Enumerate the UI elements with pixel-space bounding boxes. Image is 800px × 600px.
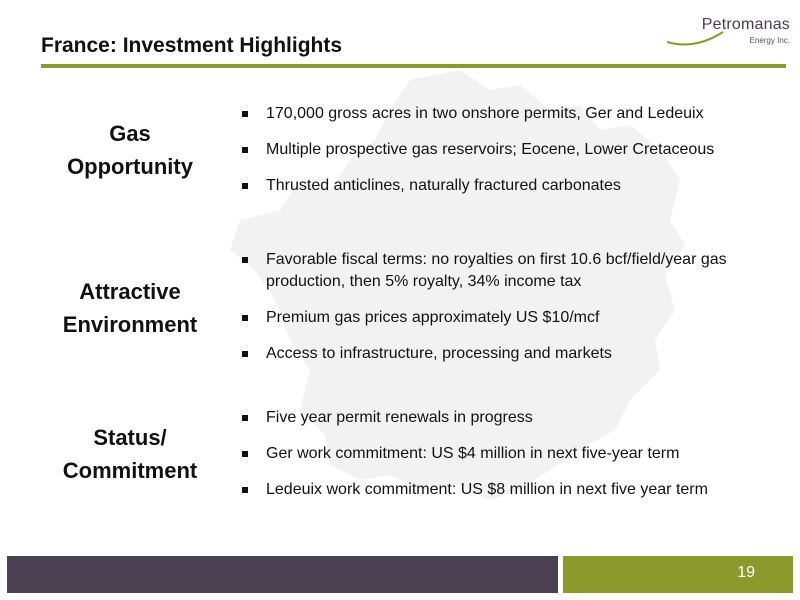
bullet-text: Ledeuix work commitment: US $8 million in next five year term bbox=[266, 481, 708, 498]
section-label-line: Environment bbox=[62, 312, 198, 337]
section-label-gas-opportunity bbox=[40, 117, 220, 183]
bullet-text: 170,000 gross acres in two onshore permits, Ger and Ledeuix bbox=[266, 105, 704, 122]
bullet-square-icon bbox=[242, 451, 248, 457]
list-item bbox=[240, 343, 745, 365]
bullet-text: Thrusted anticlines, naturally fractured carbonates bbox=[266, 177, 621, 194]
list-item bbox=[240, 407, 760, 429]
section-label-line: Commitment bbox=[62, 458, 198, 483]
bullet-text: Access to infrastructure, processing and markets bbox=[266, 345, 612, 362]
bullet-text: Five year permit renewals in progress bbox=[266, 409, 533, 426]
list-item bbox=[240, 249, 745, 293]
bullet-square-icon bbox=[242, 315, 248, 321]
bullet-square-icon bbox=[242, 257, 248, 263]
list-item bbox=[240, 443, 760, 465]
section-label-line: Attractive bbox=[79, 279, 181, 304]
page-number: 19 bbox=[737, 564, 755, 581]
bullet-list-attractive-environment bbox=[240, 249, 745, 379]
section-label-status-commitment bbox=[40, 421, 220, 487]
logo-name: Petromanas bbox=[701, 16, 790, 33]
bullet-text: Multiple prospective gas reservoirs; Eocene, Lower Cretaceous bbox=[266, 141, 715, 158]
section-label-line: Gas bbox=[109, 121, 151, 146]
bullet-list-gas-opportunity bbox=[240, 103, 760, 211]
list-item bbox=[240, 479, 760, 501]
logo-subtitle: Energy Inc. bbox=[749, 36, 790, 45]
section-label-line: Status/ bbox=[93, 425, 167, 450]
bullet-square-icon bbox=[242, 487, 248, 493]
bullet-square-icon bbox=[242, 183, 248, 189]
slide-title: France: Investment Highlights bbox=[41, 34, 343, 57]
section-label-line: Opportunity bbox=[67, 154, 193, 179]
list-item bbox=[240, 139, 760, 161]
bullet-square-icon bbox=[242, 111, 248, 117]
list-item bbox=[240, 175, 760, 197]
list-item bbox=[240, 307, 745, 329]
bullet-text: Premium gas prices approximately US $10/mcf bbox=[266, 309, 600, 326]
footer-page-box bbox=[563, 556, 793, 593]
bullet-list-status-commitment bbox=[240, 407, 760, 515]
list-item bbox=[240, 103, 760, 125]
title-underline bbox=[41, 64, 786, 68]
bullet-square-icon bbox=[242, 415, 248, 421]
bullet-square-icon bbox=[242, 351, 248, 357]
company-logo bbox=[665, 18, 790, 58]
footer-bar bbox=[7, 556, 558, 593]
section-label-attractive-environment bbox=[40, 275, 220, 341]
bullet-text: Favorable fiscal terms: no royalties on first 10.6 bcf/field/year gas production, then 5% royalty, 34% income tax bbox=[266, 251, 727, 290]
bullet-square-icon bbox=[242, 147, 248, 153]
bullet-text: Ger work commitment: US $4 million in next five-year term bbox=[266, 445, 680, 462]
